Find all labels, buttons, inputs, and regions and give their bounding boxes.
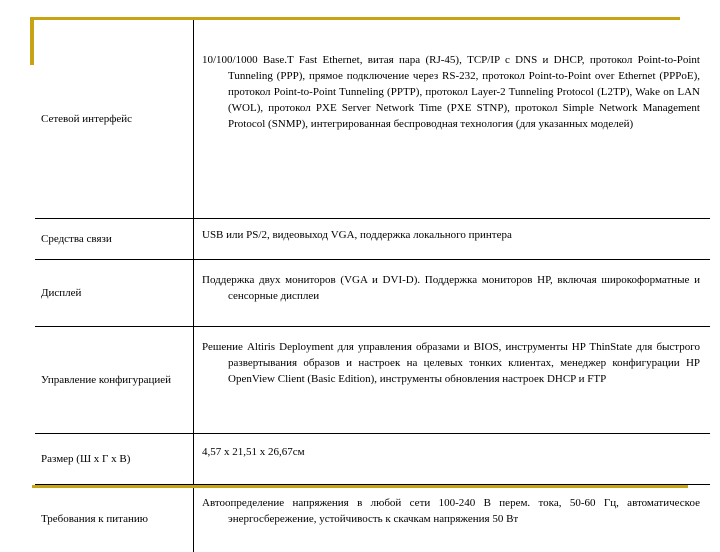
spec-value: Поддержка двух мониторов (VGA и DVI-D). Поддержка мониторов HP, включая широкоформатные и сенсорные дисплеи <box>202 272 700 304</box>
decorative-bottom-bar <box>32 485 688 488</box>
spec-label: Средства связи <box>35 219 194 260</box>
table-row <box>35 219 710 260</box>
spec-value-cell <box>194 434 711 485</box>
spec-value: USB или PS/2, видеовыход VGA, поддержка локального принтера <box>202 227 700 243</box>
specifications-table <box>35 20 710 552</box>
decorative-left-bar <box>30 17 34 65</box>
table-row <box>35 485 710 552</box>
spec-value: Автоопределение напряжения в любой сети 100-240 В перем. тока, 50-60 Гц, автоматическое энергосбережение, устойчивость к скачкам напряжения 50 Вт <box>202 495 700 527</box>
spec-value-cell <box>194 327 711 434</box>
spec-value-cell <box>194 219 711 260</box>
table-row <box>35 260 710 327</box>
table-row <box>35 434 710 485</box>
spec-value: 10/100/1000 Base.T Fast Ethernet, витая пара (RJ-45), TCP/IP с DNS и DHCP, протокол Point-to-Point Tunneling (PPP), прямое подключение через RS-232, протокол Point-to-Point over Ethernet (PPPoE), протокол Point-to-Point Tunneling (PPTP), протокол Layer-2 Tunneling Protocol (L2TP), Wake on LAN (WOL), протокол PXE Server Network Time (PXE STNP), протокол Simple Network Management Protocol (SNMP), интегрированная беспроводная технология (для указанных моделей) <box>202 52 700 132</box>
spec-value-cell <box>194 20 711 219</box>
spec-label: Сетевой интерфейс <box>35 20 194 219</box>
spec-label: Дисплей <box>35 260 194 327</box>
spec-value: 4,57 x 21,51 x 26,67см <box>202 444 700 460</box>
table-row <box>35 327 710 434</box>
table-row <box>35 20 710 219</box>
spec-label: Управление конфигурацией <box>35 327 194 434</box>
spec-value: Решение Altiris Deployment для управления образами и BIOS, инструменты HP ThinState для быстрого развертывания образов и настроек на целевых тонких клиентах, менеджер конфигурации HP OpenView Client (Basic Edition), инструменты обновления настроек DHCP и FTP <box>202 339 700 387</box>
spec-label: Размер (Ш x Г x В) <box>35 434 194 485</box>
spec-value-cell <box>194 485 711 552</box>
spec-label: Требования к питанию <box>35 485 194 552</box>
spec-value-cell <box>194 260 711 327</box>
